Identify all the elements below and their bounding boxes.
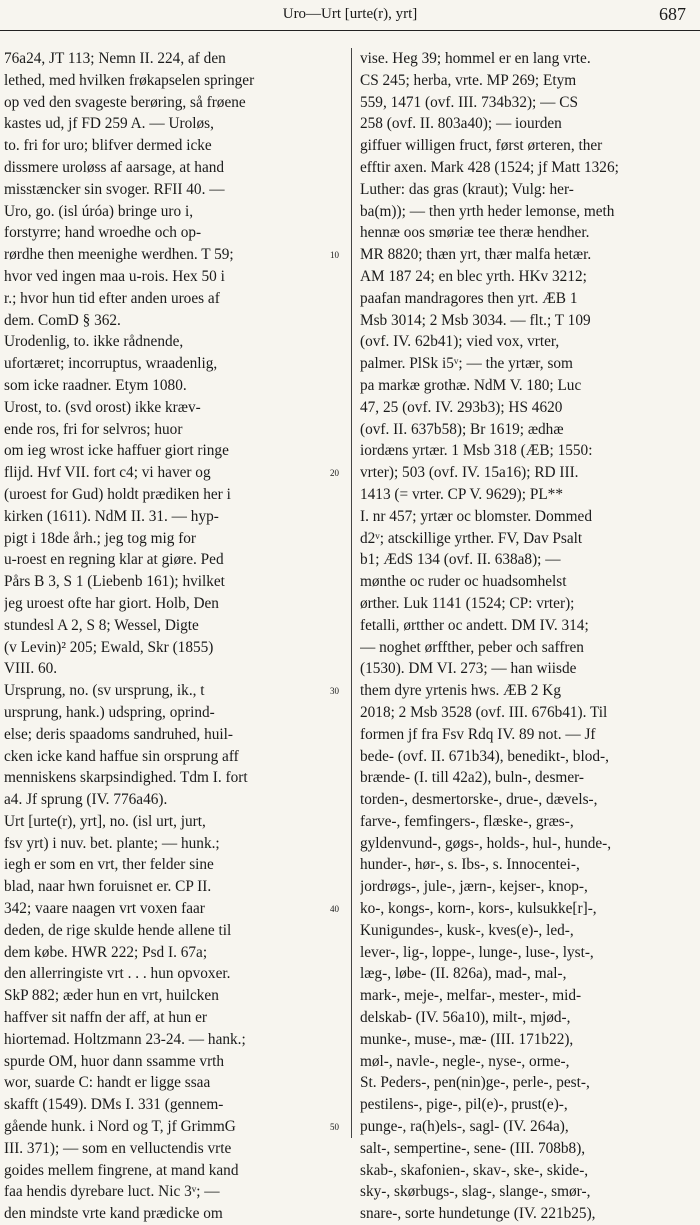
text-line: op ved den svageste berøring, så frøene: [4, 93, 246, 111]
text-line: delskab- (IV. 56a10), milt-, mjød-,: [360, 1009, 571, 1027]
text-line: den allerringiste vrt . . . hun opvoxer.: [4, 965, 231, 983]
text-line: paafan mandragores then yrt. ÆB 1: [360, 289, 578, 307]
text-line: efftir axen. Mark 428 (1524; jf Matt 1326;: [360, 158, 619, 176]
text-line: farve-, femfingers-, flæske-, græs-,: [360, 812, 574, 830]
text-line: pigt i 18de årh.; jeg tog mig for: [4, 529, 197, 547]
text-line: hunder-, hør-, s. Ibs-, s. Innocentei-,: [360, 856, 580, 874]
text-line: gående hunk. i Nord og T, jf GrimmG: [4, 1118, 236, 1136]
text-line: iegh er som en vrt, ther felder sine: [4, 856, 214, 874]
text-line: brænde- (I. till 42a2), buln-, desmer-: [360, 769, 584, 787]
line-number: 20: [330, 468, 339, 479]
text-line: 2018; 2 Msb 3528 (ovf. III. 676b41). Til: [360, 703, 608, 721]
text-line: (1530). DM VI. 273; — han wiisde: [360, 660, 577, 678]
text-line: (ovf. IV. 62b41); vied vox, vrter,: [360, 333, 560, 351]
text-line: jordrøgs-, jule-, jærn-, kejser-, knop-,: [360, 878, 588, 896]
text-line: fsv yrt) i nuv. bet. plante; — hunk.;: [4, 834, 220, 852]
text-line: som icke raadner. Etym 1080.: [4, 376, 187, 394]
text-line: mønthe oc ruder oc huadsomhelst: [360, 573, 567, 591]
text-line: Pårs B 3, S 1 (Liebenb 161); hvilket: [4, 573, 225, 591]
text-line: vise. Heg 39; hommel er en lang vrte.: [360, 50, 591, 67]
text-line: Urodenlig, to. ikke rådnende,: [4, 333, 184, 351]
text-line: CS 245; herba, vrte. MP 269; Etym: [360, 71, 577, 89]
text-line: d2ᵛ; atsckillige yrther. FV, Dav Psalt: [360, 529, 583, 547]
text-line: møl-, navle-, negle-, nyse-, orme-,: [360, 1052, 570, 1070]
text-line: Ursprung, no. (sv ursprung, ik., t: [4, 682, 205, 700]
left-column: [4, 48, 337, 1223]
text-line: punge-, ra(h)els-, sagl- (IV. 264a),: [360, 1118, 569, 1136]
running-header: [0, 0, 700, 31]
text-line: ende ros, fri for selvros; huor: [4, 420, 183, 438]
text-line: Luther: das gras (kraut); Vulg: her-: [360, 180, 574, 198]
text-line: giffuer willigen fruct, først ørteren, ther: [360, 137, 603, 155]
text-line: snare-, sorte hundetunge (IV. 221b25),: [360, 1205, 596, 1223]
text-line: deden, de rige skulde hende allene til: [4, 921, 232, 939]
text-line: kastes ud, jf FD 259 A. — Uroløs,: [4, 115, 214, 133]
text-line: — noghet ørffther, peber och saffren: [360, 638, 584, 656]
text-line: hiortemad. Holtzmann 23-24. — hank.;: [4, 1030, 246, 1048]
text-line: ko-, kongs-, korn-, kors-, kulsukke[r]-,: [360, 900, 597, 918]
text-line: (uroest for Gud) holdt prædiken her i: [4, 485, 231, 503]
text-line: lever-, lig-, loppe-, lunge-, luse-, lyst-,: [360, 943, 594, 961]
text-line: AM 187 24; en blec yrth. HKv 3212;: [360, 267, 587, 285]
text-line: 1413 (= vrter. CP V. 9629); PL**: [360, 485, 563, 503]
text-line: wor, suarde C: handt er ligge ssaa: [4, 1074, 211, 1092]
text-line: mark-, meje-, melfar-, mester-, mid-: [360, 987, 582, 1005]
text-line: ba(m)); — then yrth heder lemonse, meth: [360, 202, 615, 220]
text-line: salt-, sempertine-, sene- (III. 708b8),: [360, 1139, 586, 1157]
text-line: hennæ oos smøriæ tee theræ hendher.: [360, 224, 590, 242]
text-line: pa markæ grothæ. NdM V. 180; Luc: [360, 376, 582, 394]
text-line: skafft (1549). DMs I. 331 (gennem-: [4, 1096, 224, 1114]
header-title: Uro—Urt [urte(r), yrt]: [282, 6, 418, 22]
text-line: dem. ComD § 362.: [4, 311, 121, 329]
page-number: 687: [659, 4, 686, 24]
text-line: vrter); 503 (ovf. IV. 15a16); RD III.: [360, 464, 579, 482]
text-line: haffver sit naffn der aff, at hun er: [4, 1009, 208, 1027]
text-line: dissmere uroløss af aarsage, at hand: [4, 158, 225, 176]
text-line: 559, 1471 (ovf. III. 734b32); — CS: [360, 93, 578, 111]
text-line: iordæns yrtær. 1 Msb 318 (ÆB; 1550:: [360, 442, 593, 460]
text-line: læg-, løbe- (II. 826a), mad-, mal-,: [360, 965, 567, 983]
text-line: dem købe. HWR 222; Psd I. 67a;: [4, 943, 208, 961]
text-line: misstæncker sin svoger. RFII 40. —: [4, 180, 225, 198]
text-line: palmer. PlSk i5ᵛ; — the yrtær, som: [360, 355, 573, 373]
column-divider: [351, 48, 352, 1138]
text-line: cken icke kand haffue sin orsprung aff: [4, 747, 239, 765]
text-line: den mindste vrte kand prædicke om: [4, 1205, 223, 1223]
text-line: r.; hvor hun tid efter anden uroes af: [4, 289, 220, 307]
text-line: rørdhe then meenighe werdhen. T 59;: [4, 246, 234, 264]
line-number: 10: [330, 250, 339, 261]
text-line: u-roest en regning klar at giøre. Ped: [4, 551, 224, 569]
text-line: hvor ved ingen maa u-rois. Hex 50 i: [4, 267, 225, 285]
text-line: flijd. Hvf VII. fort c4; vi haver og: [4, 464, 211, 482]
text-line: bede- (ovf. II. 671b34), benedikt-, blod-,: [360, 747, 609, 765]
text-line: Urt [urte(r), yrt], no. (isl urt, jurt,: [4, 812, 206, 830]
text-line: Msb 3014; 2 Msb 3034. — flt.; T 109: [360, 311, 591, 329]
text-line: else; deris spaadoms sandruhed, huil-: [4, 725, 233, 743]
text-line: blad, naar hwn foruisnet er. CP II.: [4, 878, 212, 896]
text-line: menniskens skarpsindighed. Tdm I. fort: [4, 769, 248, 787]
text-line: SkP 882; æder hun en vrt, huilcken: [4, 987, 219, 1005]
text-line: ursprung, hank.) udspring, oprind-: [4, 703, 215, 721]
text-line: them dyre yrtenis hws. ÆB 2 Kg: [360, 682, 561, 700]
text-line: fetalli, ørtther oc andett. DM IV. 314;: [360, 616, 589, 634]
text-line: b1; ÆdS 134 (ovf. II. 638a8); —: [360, 551, 561, 569]
text-line: jeg uroest ofte har giort. Holb, Den: [4, 594, 219, 612]
text-line: faa hendis dyrebare luct. Nic 3ᵛ; —: [4, 1183, 220, 1201]
line-number: 30: [330, 686, 339, 697]
line-number: 50: [330, 1122, 339, 1133]
text-line: kirken (1611). NdM II. 31. — hyp-: [4, 507, 219, 525]
text-line: I. nr 457; yrtær oc blomster. Dommed: [360, 507, 592, 525]
text-line: Uro, go. (isl úróa) bringe uro i,: [4, 202, 194, 220]
text-line: ørther. Luk 1141 (1524; CP: vrter);: [360, 594, 575, 612]
text-line: gyldenvund-, gøgs-, holds-, hul-, hunde-,: [360, 834, 612, 852]
text-line: 76a24, JT 113; Nemn II. 224, af den: [4, 50, 226, 67]
text-line: torden-, desmertorske-, drue-, dævels-,: [360, 791, 598, 809]
text-line: 342; vaare naagen vrt voxen faar: [4, 900, 205, 918]
text-line: stundesl A 2, S 8; Wessel, Digte: [4, 616, 199, 634]
text-line: 47, 25 (ovf. IV. 293b3); HS 4620: [360, 398, 563, 416]
text-line: pestilens-, pige-, pil(e)-, prust(e)-,: [360, 1096, 568, 1114]
text-line: Urost, to. (svd orost) ikke kræv-: [4, 398, 201, 416]
text-line: (v Levin)² 205; Ewald, Skr (1855): [4, 638, 214, 656]
text-line: (ovf. II. 637b58); Br 1619; ædhæ: [360, 420, 564, 438]
text-line: lethed, med hvilken frøkapselen springer: [4, 71, 255, 89]
text-line: formen jf fra Fsv Rdq IV. 89 not. — Jf: [360, 725, 596, 743]
text-line: MR 8820; thæn yrt, thær malfa hetær.: [360, 246, 592, 264]
text-line: VIII. 60.: [4, 660, 58, 678]
text-line: forstyrre; hand wroedhe och op-: [4, 224, 202, 242]
text-line: 258 (ovf. II. 803a40); — iourden: [360, 115, 562, 133]
text-line: III. 371); — som en velluctendis vrte: [4, 1139, 232, 1157]
text-line: skab-, skafonien-, skav-, ske-, skide-,: [360, 1161, 589, 1179]
text-line: a4. Jf sprung (IV. 776a46).: [4, 791, 168, 809]
text-line: ufortæret; incorruptus, wraadenlig,: [4, 355, 218, 373]
text-line: St. Peders-, pen(nin)ge-, perle-, pest-,: [360, 1074, 590, 1092]
text-line: Kunigundes-, kusk-, kves(e)-, led-,: [360, 921, 574, 939]
text-line: goides mellem fingrene, at mand kand: [4, 1161, 239, 1179]
line-number: 40: [330, 904, 339, 915]
text-line: munke-, muse-, mæ- (III. 171b22),: [360, 1030, 574, 1048]
text-line: to. fri for uro; blifver dermed icke: [4, 137, 212, 155]
right-column: [360, 48, 693, 1223]
text-line: sky-, skørbugs-, slag-, slange-, smør-,: [360, 1183, 591, 1201]
text-line: om ieg wrost icke haffuer giort ringe: [4, 442, 229, 460]
text-line: spurde OM, huor dann ssamme vrth: [4, 1052, 225, 1070]
